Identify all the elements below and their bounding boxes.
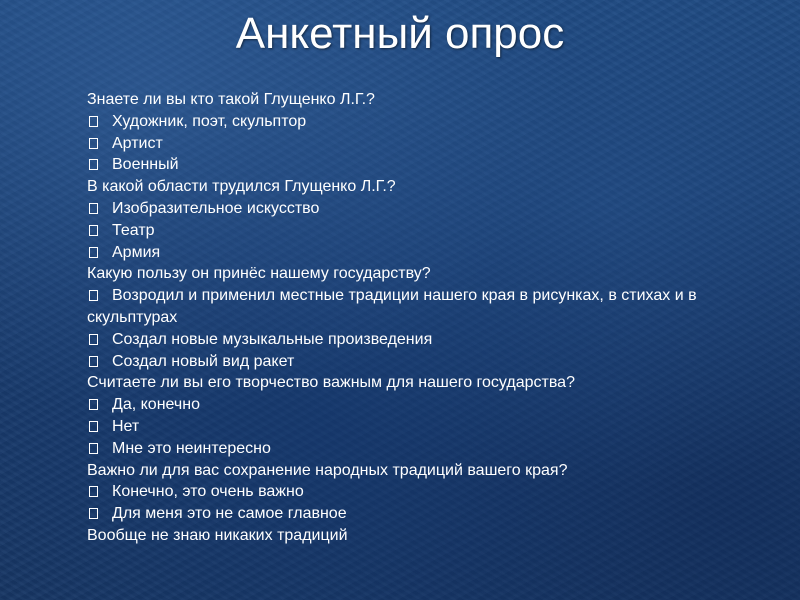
checkbox-icon <box>89 203 98 214</box>
question-text: Считаете ли вы его творчество важным для нашего государства? <box>87 374 575 392</box>
option-text: Изобразительное искусство <box>112 199 320 217</box>
survey-option <box>87 481 727 503</box>
survey-option <box>87 198 727 220</box>
survey-question <box>87 89 727 111</box>
option-text: Военный <box>112 156 179 174</box>
survey-option <box>87 111 727 133</box>
option-text: Мне это неинтересно <box>112 439 271 457</box>
survey-option <box>87 220 727 242</box>
survey-question <box>87 372 727 394</box>
survey-option <box>87 438 727 460</box>
checkbox-icon <box>89 508 98 519</box>
survey-option <box>87 154 727 176</box>
checkbox-icon <box>89 421 98 432</box>
option-text: Конечно, это очень важно <box>112 483 304 501</box>
option-text: Создал новый вид ракет <box>112 352 295 370</box>
survey-question <box>87 460 727 482</box>
checkbox-icon <box>89 138 98 149</box>
survey-question <box>87 176 727 198</box>
checkbox-icon <box>89 290 98 301</box>
question-text: В какой области трудился Глущенко Л.Г.? <box>87 178 396 196</box>
checkbox-icon <box>89 356 98 367</box>
slide-title: Анкетный опрос <box>235 9 565 58</box>
checkbox-icon <box>89 399 98 410</box>
survey-question <box>87 525 727 547</box>
checkbox-icon <box>89 225 98 236</box>
checkbox-icon <box>89 334 98 345</box>
question-text: Важно ли для вас сохранение народных традиций вашего края? <box>87 461 568 479</box>
survey-body <box>87 89 727 547</box>
survey-option <box>87 351 727 373</box>
checkbox-icon <box>89 443 98 454</box>
option-text: Для меня это не самое главное <box>112 505 347 523</box>
survey-option <box>87 416 727 438</box>
survey-option <box>87 285 727 329</box>
option-text: Да, конечно <box>112 396 200 414</box>
checkbox-icon <box>89 486 98 497</box>
question-text: Вообще не знаю никаких традиций <box>87 526 348 544</box>
checkbox-icon <box>89 116 98 127</box>
question-text: Какую пользу он принёс нашему государству? <box>87 265 431 283</box>
checkbox-icon <box>89 247 98 258</box>
survey-option <box>87 242 727 264</box>
survey-option <box>87 133 727 155</box>
option-text: Нет <box>112 417 140 435</box>
option-text: Возродил и применил местные традиции нашего края в рисунках, в стихах и в скульптурах <box>87 287 697 326</box>
survey-option <box>87 329 727 351</box>
survey-question <box>87 263 727 285</box>
option-text: Художник, поэт, скульптор <box>112 112 307 130</box>
option-text: Создал новые музыкальные произведения <box>112 330 433 348</box>
option-text: Артист <box>112 134 163 152</box>
question-text: Знаете ли вы кто такой Глущенко Л.Г.? <box>87 91 375 108</box>
option-text: Армия <box>112 243 161 261</box>
survey-option <box>87 394 727 416</box>
checkbox-icon <box>89 159 98 170</box>
survey-option <box>87 503 727 525</box>
option-text: Театр <box>112 221 155 239</box>
